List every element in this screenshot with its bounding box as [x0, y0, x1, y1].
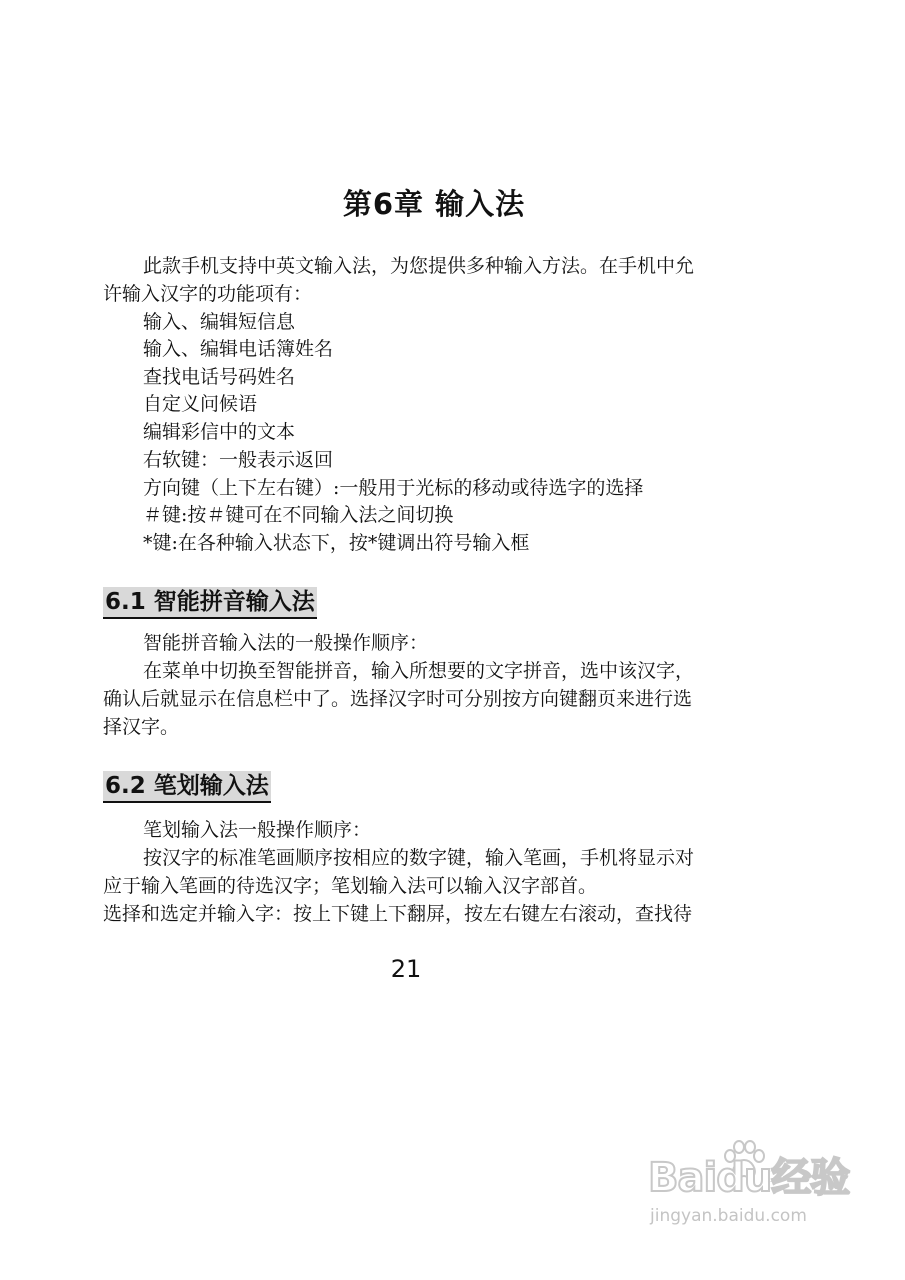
- section-6-1-line: 智能拼音输入法的一般操作顺序：: [143, 632, 429, 654]
- section-6-2-heading: 6.2 笔划输入法: [103, 771, 271, 803]
- feature-item: ＃键:按＃键可在不同输入法之间切换: [143, 504, 454, 526]
- intro-paragraph-line-1: 此款手机支持中英文输入法，为您提供多种输入方法。在手机中允: [143, 255, 695, 277]
- feature-item: *键:在各种输入状态下，按*键调出符号输入框: [143, 532, 530, 554]
- feature-item: 查找电话号码姓名: [143, 366, 296, 388]
- feature-item: 编辑彩信中的文本: [143, 421, 296, 443]
- baidu-watermark: [648, 1140, 878, 1240]
- feature-item: 方向键（上下左右键）:一般用于光标的移动或待选字的选择: [143, 477, 644, 499]
- feature-item: 右软键：一般表示返回: [143, 449, 334, 471]
- intro-paragraph-line-2: 许输入汉字的功能项有：: [103, 283, 313, 305]
- section-6-1-line: 确认后就显示在信息栏中了。选择汉字时可分别按方向键翻页来进行选: [103, 688, 693, 710]
- section-6-2-line: 笔划输入法一般操作顺序：: [143, 819, 372, 841]
- section-6-1-line: 在菜单中切换至智能拼音，输入所想要的文字拼音，选中该汉字，: [143, 660, 695, 682]
- feature-item: 输入、编辑电话簿姓名: [143, 338, 334, 360]
- watermark-logo: Baidu经验: [648, 1155, 850, 1201]
- watermark-url: jingyan.baidu.com: [650, 1206, 807, 1226]
- section-6-2-line: 应于输入笔画的待选汉字；笔划输入法可以输入汉字部首。: [103, 875, 598, 897]
- section-6-1-heading: 6.1 智能拼音输入法: [103, 587, 317, 619]
- page-number: 21: [390, 955, 422, 983]
- section-6-2-line: 选择和选定并输入字：按上下键上下翻屏，按左右键左右滚动，查找待: [103, 903, 693, 925]
- chapter-title: 第6章 输入法: [342, 187, 526, 221]
- feature-item: 输入、编辑短信息: [143, 311, 296, 333]
- feature-item: 自定义问候语: [143, 393, 258, 415]
- section-6-1-line: 择汉字。: [103, 716, 180, 738]
- section-6-2-line: 按汉字的标准笔画顺序按相应的数字键，输入笔画，手机将显示对: [143, 847, 695, 869]
